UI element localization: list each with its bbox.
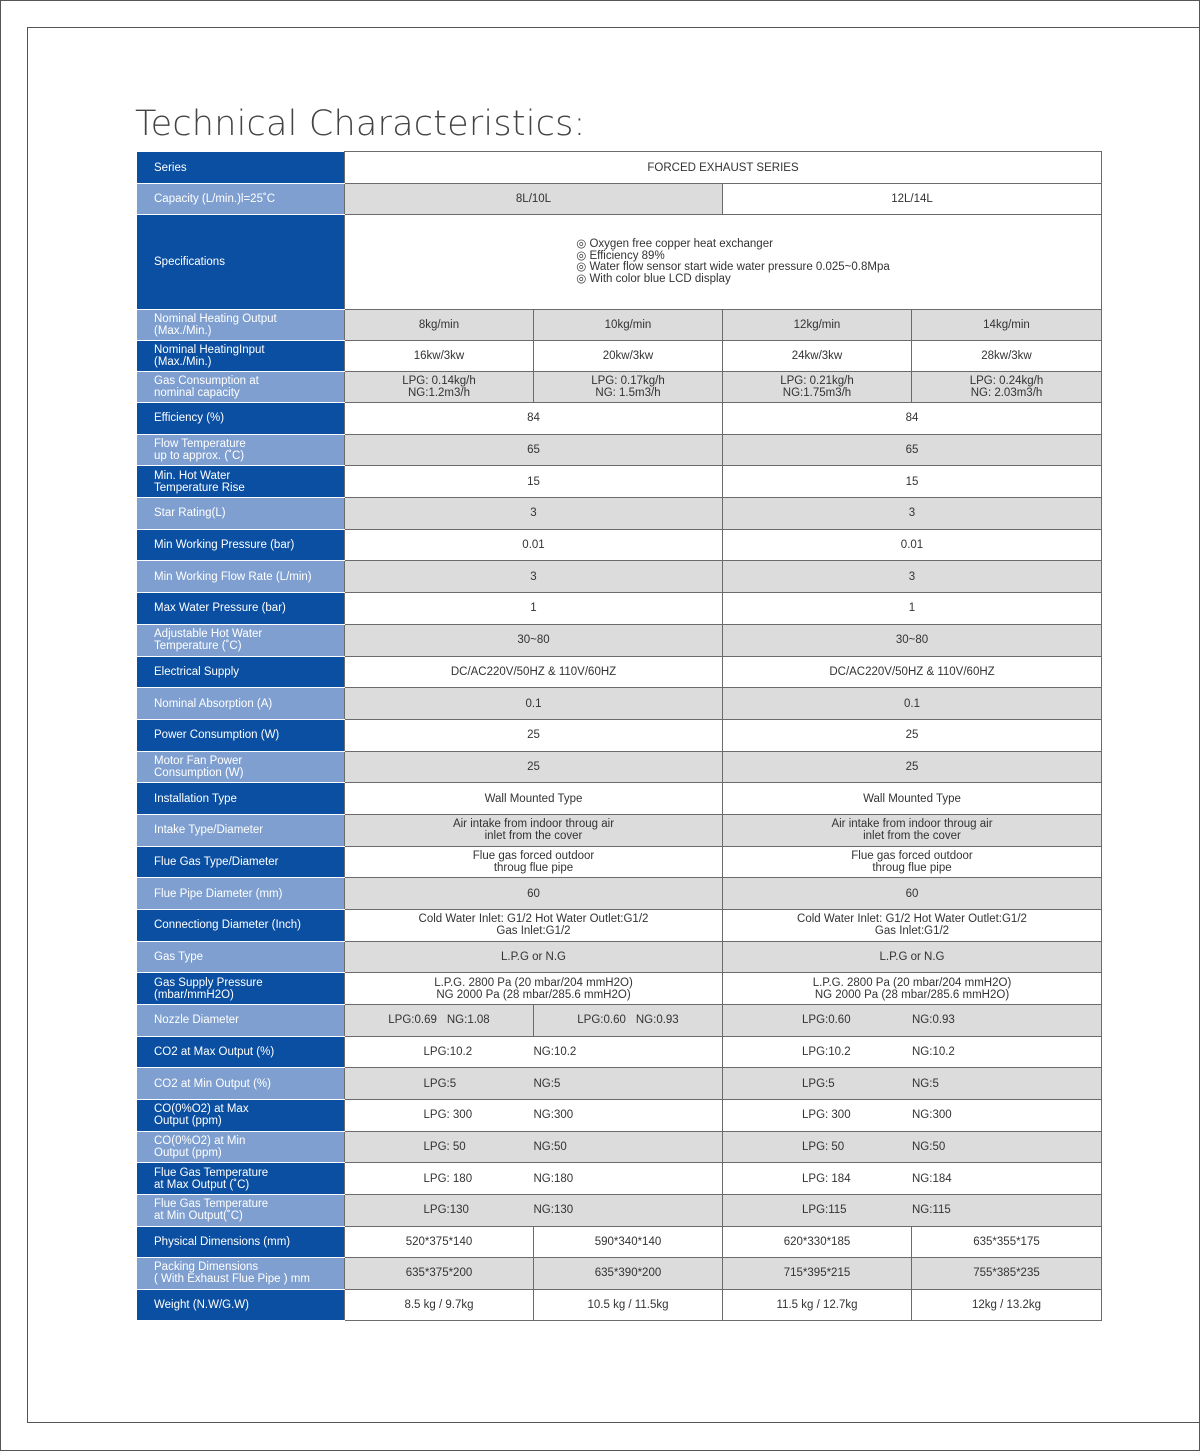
cell-value: 12kg / 13.2kg — [912, 1289, 1102, 1321]
row-specifications — [137, 215, 1102, 310]
cell-value: 14kg/min — [912, 310, 1102, 341]
lpg-value: LPG:0.69 — [388, 1014, 437, 1027]
row-label: Flue Gas Temperature at Min Output(˚C) — [137, 1195, 345, 1227]
cell-value — [723, 1163, 1102, 1195]
cell-value: L.P.G or N.G — [345, 941, 723, 973]
cell-value: 30~80 — [723, 624, 1102, 656]
row-spec — [137, 466, 1102, 498]
cell-value: 60 — [345, 878, 723, 910]
cell-value: 635*355*175 — [912, 1226, 1102, 1258]
cell-value: 10kg/min — [534, 310, 723, 341]
cell-value: 8.5 kg / 9.7kg — [345, 1289, 534, 1321]
lpg-value: LPG: 300 — [423, 1109, 473, 1122]
row-series — [137, 152, 1102, 184]
cell-value: 12kg/min — [723, 310, 912, 341]
ng-value: NG:5 — [533, 1077, 561, 1090]
row-spec — [137, 814, 1102, 846]
row-spec — [137, 719, 1102, 751]
cell-value: 20kw/3kw — [534, 341, 723, 372]
cell-value: 16kw/3kw — [345, 341, 534, 372]
row-spec — [137, 688, 1102, 720]
row-label: CO(0%O2) at Max Output (ppm) — [137, 1099, 345, 1131]
row-spec — [137, 498, 1102, 530]
cell-value: 65 — [723, 434, 1102, 466]
ng-value: NG:130 — [533, 1204, 574, 1217]
cell-value: 3 — [723, 498, 1102, 530]
row-spec — [137, 656, 1102, 688]
cell-value — [345, 1068, 723, 1100]
cell-value: 0.1 — [345, 688, 723, 720]
cell-value: 15 — [345, 466, 723, 498]
row-label: Nominal Heating Output (Max./Min.) — [137, 310, 345, 341]
cell-value: L.P.G. 2800 Pa (20 mbar/204 mmH2O) NG 2000 Pa (28 mbar/285.6 mmH2O) — [723, 973, 1102, 1005]
row-label: Capacity (L/min.)l=25˚C — [137, 184, 345, 215]
capacity-value: 8L/10L — [345, 184, 723, 215]
row-label: CO2 at Min Output (%) — [137, 1068, 345, 1100]
cell-value: Air intake from indoor throug air inlet from the cover — [723, 814, 1102, 846]
ng-value: NG:0.93 — [912, 1014, 955, 1027]
lpg-value: LPG:5 — [802, 1077, 835, 1090]
cell-value: Flue gas forced outdoor throug flue pipe — [723, 846, 1102, 878]
cell-value: 520*375*140 — [345, 1226, 534, 1258]
page-title: Technical Characteristics: — [135, 104, 586, 144]
row-label: Flow Temperature up to approx. (˚C) — [137, 434, 345, 466]
cell-value — [345, 1099, 723, 1131]
cell-value: 30~80 — [345, 624, 723, 656]
cell-value: 590*340*140 — [534, 1226, 723, 1258]
row-spec — [137, 1289, 1102, 1321]
cell-value: DC/AC220V/50HZ & 110V/60HZ — [345, 656, 723, 688]
row-label: Gas Consumption at nominal capacity — [137, 372, 345, 403]
ng-value: NG:10.2 — [912, 1045, 955, 1058]
cell-value — [534, 1005, 723, 1037]
lpg-value: LPG:0.60 — [802, 1014, 851, 1027]
row-label: Connectiong Diameter (Inch) — [137, 910, 345, 942]
cell-value: 3 — [723, 561, 1102, 593]
cell-value — [345, 1195, 723, 1227]
cell-value: LPG: 0.21kg/h NG:1.75m3/h — [723, 372, 912, 403]
row-label: Flue Gas Temperature at Max Output (˚C) — [137, 1163, 345, 1195]
cell-value: 715*395*215 — [723, 1258, 912, 1290]
row-label: Star Rating(L) — [137, 498, 345, 530]
lpg-value: LPG:10.2 — [423, 1045, 473, 1058]
row-label: Flue Gas Type/Diameter — [137, 846, 345, 878]
cell-value: L.P.G or N.G — [723, 941, 1102, 973]
cell-value: 755*385*235 — [912, 1258, 1102, 1290]
row-spec — [137, 1131, 1102, 1163]
ng-value: NG:184 — [912, 1172, 952, 1185]
cell-value — [723, 1068, 1102, 1100]
row-spec — [137, 341, 1102, 372]
cell-value: 0.01 — [345, 529, 723, 561]
cell-value: 3 — [345, 561, 723, 593]
row-label: Nominal HeatingInput (Max./Min.) — [137, 341, 345, 372]
ng-value: NG:50 — [912, 1140, 946, 1153]
ng-value: NG:300 — [533, 1109, 574, 1122]
cell-value: 28kw/3kw — [912, 341, 1102, 372]
row-spec — [137, 1258, 1102, 1290]
cell-value — [723, 1131, 1102, 1163]
row-label: Gas Supply Pressure (mbar/mmH2O) — [137, 973, 345, 1005]
cell-value: Wall Mounted Type — [345, 783, 723, 815]
row-spec — [137, 846, 1102, 878]
lpg-value: LPG:130 — [423, 1204, 469, 1217]
row-spec — [137, 1036, 1102, 1068]
specifications-value — [345, 215, 1102, 310]
row-label: Weight (N.W/G.W) — [137, 1289, 345, 1321]
row-spec — [137, 1226, 1102, 1258]
row-label: Min Working Flow Rate (L/min) — [137, 561, 345, 593]
row-spec — [137, 624, 1102, 656]
cell-value: 15 — [723, 466, 1102, 498]
row-spec — [137, 593, 1102, 625]
row-spec — [137, 561, 1102, 593]
lpg-value: LPG:0.60 — [577, 1014, 626, 1027]
row-spec — [137, 403, 1102, 435]
row-spec — [137, 751, 1102, 783]
cell-value: 0.01 — [723, 529, 1102, 561]
cell-value: 1 — [345, 593, 723, 625]
cell-value: 60 — [723, 878, 1102, 910]
cell-value — [345, 1163, 723, 1195]
ng-value: NG:10.2 — [533, 1045, 577, 1058]
cell-value — [345, 1005, 534, 1037]
cell-value — [345, 1036, 723, 1068]
row-label: Intake Type/Diameter — [137, 814, 345, 846]
cell-value: 10.5 kg / 11.5kg — [534, 1289, 723, 1321]
row-spec — [137, 1099, 1102, 1131]
row-label: Max Water Pressure (bar) — [137, 593, 345, 625]
row-label: Flue Pipe Diameter (mm) — [137, 878, 345, 910]
cell-value — [345, 1131, 723, 1163]
ng-value: NG:180 — [533, 1172, 574, 1185]
cell-value: 1 — [723, 593, 1102, 625]
row-label: Physical Dimensions (mm) — [137, 1226, 345, 1258]
cell-value: Cold Water Inlet: G1/2 Hot Water Outlet:G1/2 Gas Inlet:G1/2 — [723, 910, 1102, 942]
row-nozzle — [137, 1005, 1102, 1037]
row-spec — [137, 783, 1102, 815]
row-spec — [137, 1195, 1102, 1227]
lpg-value: LPG: 180 — [423, 1172, 473, 1185]
cell-value: 65 — [345, 434, 723, 466]
spec-table — [136, 151, 1102, 1321]
row-label: Min. Hot Water Temperature Rise — [137, 466, 345, 498]
lpg-value: LPG: 300 — [802, 1109, 851, 1122]
row-label: Power Consumption (W) — [137, 719, 345, 751]
row-label: Gas Type — [137, 941, 345, 973]
row-label: Series — [137, 152, 345, 184]
lpg-value: LPG:115 — [802, 1204, 847, 1217]
cell-value — [723, 1005, 1102, 1037]
row-spec — [137, 973, 1102, 1005]
row-label: Nominal Absorption (A) — [137, 688, 345, 720]
row-capacity — [137, 184, 1102, 215]
ng-value: NG:50 — [533, 1140, 567, 1153]
lpg-value: LPG:5 — [423, 1077, 457, 1090]
cell-value: 25 — [723, 751, 1102, 783]
row-label: CO(0%O2) at Min Output (ppm) — [137, 1131, 345, 1163]
cell-value: 620*330*185 — [723, 1226, 912, 1258]
cell-value: Flue gas forced outdoor throug flue pipe — [345, 846, 723, 878]
ng-value: NG:1.08 — [446, 1014, 490, 1027]
cell-value: 25 — [723, 719, 1102, 751]
row-spec — [137, 878, 1102, 910]
row-spec — [137, 372, 1102, 403]
row-spec — [137, 1163, 1102, 1195]
cell-value: 11.5 kg / 12.7kg — [723, 1289, 912, 1321]
series-value: FORCED EXHAUST SERIES — [345, 152, 1102, 184]
row-label: CO2 at Max Output (%) — [137, 1036, 345, 1068]
row-label: Nozzle Diameter — [137, 1005, 345, 1037]
row-label: Efficiency (%) — [137, 403, 345, 435]
row-spec — [137, 1068, 1102, 1100]
row-spec — [137, 434, 1102, 466]
row-label: Packing Dimensions ( With Exhaust Flue Pipe ) mm — [137, 1258, 345, 1290]
spec-item: ◎ Oxygen free copper heat exchanger — [576, 238, 773, 250]
cell-value: DC/AC220V/50HZ & 110V/60HZ — [723, 656, 1102, 688]
lpg-value: LPG: 184 — [802, 1172, 851, 1185]
cell-value: Air intake from indoor throug air inlet from the cover — [345, 814, 723, 846]
spec-item: ◎ Water flow sensor start wide water pressure 0.025~0.8Mpa — [576, 261, 890, 273]
ng-value: NG:115 — [912, 1204, 951, 1217]
lpg-value: LPG: 50 — [423, 1140, 466, 1153]
row-label: Specifications — [137, 215, 345, 310]
cell-value: Wall Mounted Type — [723, 783, 1102, 815]
cell-value: 635*375*200 — [345, 1258, 534, 1290]
row-label: Electrical Supply — [137, 656, 345, 688]
cell-value: 3 — [345, 498, 723, 530]
spec-item: ◎ Efficiency 89% — [576, 249, 665, 262]
row-label: Min Working Pressure (bar) — [137, 529, 345, 561]
ng-value: NG:300 — [912, 1109, 952, 1122]
cell-value: 25 — [345, 719, 723, 751]
cell-value: 24kw/3kw — [723, 341, 912, 372]
spec-item: ◎ With color blue LCD display — [576, 272, 731, 285]
cell-value: Cold Water Inlet: G1/2 Hot Water Outlet:G1/2 Gas Inlet:G1/2 — [345, 910, 723, 942]
cell-value: 0.1 — [723, 688, 1102, 720]
cell-value: L.P.G. 2800 Pa (20 mbar/204 mmH2O) NG 2000 Pa (28 mbar/285.6 mmH2O) — [345, 973, 723, 1005]
row-label: Adjustable Hot Water Temperature (˚C) — [137, 624, 345, 656]
cell-value: LPG: 0.14kg/h NG:1.2m3/h — [345, 372, 534, 403]
capacity-value: 12L/14L — [723, 184, 1102, 215]
row-label: Installation Type — [137, 783, 345, 815]
row-spec — [137, 529, 1102, 561]
row-spec — [137, 941, 1102, 973]
cell-value — [723, 1036, 1102, 1068]
cell-value: 635*390*200 — [534, 1258, 723, 1290]
cell-value: LPG: 0.24kg/h NG: 2.03m3/h — [912, 372, 1102, 403]
lpg-value: LPG: 50 — [802, 1140, 845, 1153]
cell-value: 84 — [345, 403, 723, 435]
row-label: Motor Fan Power Consumption (W) — [137, 751, 345, 783]
lpg-value: LPG:10.2 — [802, 1045, 851, 1058]
ng-value: NG:0.93 — [635, 1014, 679, 1027]
row-spec — [137, 310, 1102, 341]
cell-value — [723, 1099, 1102, 1131]
row-spec — [137, 910, 1102, 942]
cell-value — [723, 1195, 1102, 1227]
cell-value: 8kg/min — [345, 310, 534, 341]
cell-value: 84 — [723, 403, 1102, 435]
cell-value: 25 — [345, 751, 723, 783]
ng-value: NG:5 — [912, 1077, 939, 1090]
cell-value: LPG: 0.17kg/h NG: 1.5m3/h — [534, 372, 723, 403]
